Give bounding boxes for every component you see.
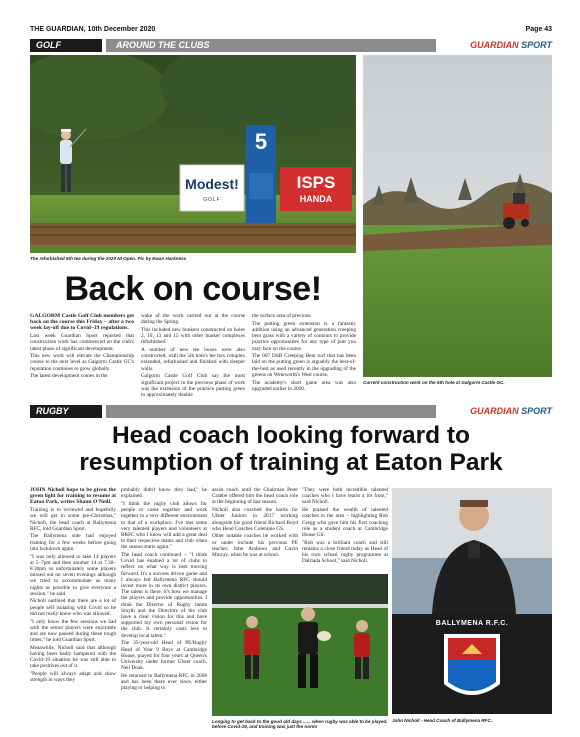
paragraph: "Rob was a brilliant coach and still remains a close friend today as Head of his own school rugby programme at Dalriada School," said Nicholl. — [302, 539, 388, 565]
page-number: Page 43 — [525, 26, 552, 33]
sign-isps: ISPS — [296, 173, 336, 192]
golf-article-col1 — [30, 313, 134, 398]
paragraph: GALGORM Castle Golf Club members get back on the course this Friday – after a two week lay-off due to Covid–19 regulations. — [30, 313, 134, 332]
brand-guardian: GUARDIAN — [470, 406, 519, 416]
brand-logo — [470, 39, 552, 52]
paragraph: Nicholl outlined that there are a lot of people self isolating with Covid so he did not really know who was allowed. — [30, 598, 116, 617]
paragraph: This new work will elevate the Championship course to the next level as Galgorm Castle GC's reputation continues to grow globally. — [30, 353, 134, 372]
paragraph: This included new bunkers constructed on holes 2, 10, 13 and 15 with other bunker complexes refurbished. — [141, 326, 245, 346]
paragraph: The putting green extension is a fantastic addition using an advanced generation creeping bent grass with a variety of contours to provide practice opportunities for any type of putt you may face on the course. — [252, 320, 356, 352]
paragraph: The academy's short game area was also upgraded earlier in 2020. — [252, 379, 356, 392]
rugby-headline-line2: resumption of training at Eaton Park — [79, 449, 503, 476]
brand-guardian: GUARDIAN — [470, 40, 519, 50]
golf-photo-caption: The refurbished 5th tee during the 2020 NI Open. Pic by Ewan Harkness — [30, 256, 187, 261]
rugby-section-bar — [30, 405, 552, 418]
rugby-article-col3 — [212, 487, 298, 569]
paragraph: The latest development comes in the — [30, 373, 108, 380]
paragraph: "I only know the few sessions we had with the senior players were enjoyable and are now paused during these tough times," he told Guardian Sport. — [30, 618, 116, 644]
rugby-headline-line1: Head coach looking forward to — [111, 422, 470, 449]
paragraph: The 007 DSB Creeping Bent turf that has been laid on the putting green is arguably the best-of-the-best as used recently in the upgrading of the greens on Wentworth's West course. — [252, 353, 356, 378]
section-band — [106, 405, 436, 418]
paragraph: He praised the wealth of talented coaches in the area – highlighting Rob Gregg who gave him his first coaching role as a student coach at Cambridge House GS. — [302, 507, 388, 538]
paragraph: He returned to Ballymena RFC in 2008 and has been there ever since, either playing or helping to — [121, 672, 207, 692]
paragraph: JOHN Nicholl hope to be given the green light for training to resume at Eaton Park, writes Shaun O'Neill. — [30, 487, 116, 506]
rugby-article-col1 — [30, 487, 116, 725]
brand-sport: SPORT — [521, 40, 552, 50]
paragraph: The Ballymena side had enjoyed training for a few weeks before going into lockdown again. — [30, 533, 116, 552]
golf-article-col3 — [252, 313, 356, 398]
rugby-article-col2 — [121, 487, 207, 725]
rugby-headline — [30, 422, 552, 476]
paragraph: wake of the work carried out at the course during the Spring. — [141, 313, 245, 326]
section-tag-rugby: RUGBY — [30, 405, 102, 418]
rugby-action-photo — [212, 574, 388, 716]
paragraph: the surface area of previous. — [252, 313, 312, 319]
masthead — [30, 26, 552, 36]
sign-modest: Modest! — [185, 176, 239, 192]
section-tag-golf: GOLF — [30, 39, 102, 52]
construction-photo — [363, 55, 552, 377]
coach-caption: John Nicholl - Head Coach of Ballymena RFC.. — [392, 718, 494, 723]
paper-title: THE GUARDIAN, 10th December 2020 — [30, 26, 156, 33]
section-title: AROUND THE CLUBS — [106, 39, 436, 52]
rugby-action-caption: Longing to get back to the good old days ...... when rugby was able to be played, before Covid-19, and training was just the norm! — [212, 719, 388, 729]
coach-photo — [392, 488, 552, 714]
sign-modest-sub: GOLF — [203, 197, 221, 203]
rugby-article-col4 — [302, 487, 388, 569]
paragraph: Last week Guardian Sport reported that construction work has commenced on the club's latest phase of significant development. — [30, 333, 134, 352]
paragraph: "I think the rugby club allows for people to come together and work together in a very different environment to that of a workplace. I've met some very talented players and volunteers at BRFC who I know will add a great deal to their respective teams and club when the season starts again." — [121, 500, 207, 551]
paragraph: "They were both incredible talented coaches who I have learnt a lot from," said Nicholl. — [302, 487, 388, 506]
paragraph: A number of new tee boxes were also constructed, with the 5th hole's tee box complex extended, refurbished and finished with sleeper walls. — [141, 347, 245, 372]
golf-headline: Back on course! — [64, 270, 322, 308]
hole-number: 5 — [254, 129, 268, 154]
golf-article-col2 — [141, 313, 245, 398]
brand-logo — [470, 405, 552, 418]
paragraph: Galgorm Castle Golf Club say the most significant project in the previous phase of work was the extension of the practice putting green to approximately double — [141, 373, 245, 398]
paragraph: Training is to reviewed and hopefully we will get in some pre-Christmas," Nicholl, the head coach at Ballymena RFC, told Guardian Sport. — [30, 507, 116, 532]
paragraph: Other notable coaches he worked with or under include his previous PE teacher, John Andrews and Gavin Murray, when he was at school. — [212, 533, 298, 559]
paragraph: The 35-year-old Head of PE/Rugby Head of Year 9 Boys at Cambridge House, played for four years at Queen's University under former Ulster coach, Neil Doak. — [121, 640, 207, 672]
paragraph: "I was only allowed to take 14 players at 5–7pm and then another 14 at 7.30–8.30pm so unfortunately some players missed out on seven evenings although we tried to accommodate as many nights as possible to give everyone a session," he said. — [30, 553, 116, 597]
paragraph: Meanwhile, Nicholl said that although having been badly hampered with the Covid-19 situation he was still able to take positives out of it. — [30, 644, 116, 670]
brand-sport: SPORT — [521, 406, 552, 416]
golf-section-bar — [30, 39, 552, 52]
paragraph: The head coach continued – "I think Covid has enabled a lot of clubs to reflect on what way is best moving forward. It's a success driven game and I always felt Ballymena RFC should invest more in its own district players. The talent is there, it's how we manage the players and provide opportunities. I think the Director of Rugby Jamie Smyth and the Directors of the club have a clear vision for this and have supported my own personal vision for the club. It certainly costs less to develop local talent." — [121, 552, 207, 639]
paragraph: probably didn't know they had," he explained. — [121, 487, 207, 500]
construction-caption: Current construction work on the 6th hole at Galgorm Castle GC. — [363, 380, 505, 385]
golf-tee-photo — [30, 55, 356, 253]
paragraph: "People will always adapt and show strength in ways they — [30, 671, 116, 684]
sign-handa: HANDA — [299, 194, 333, 204]
paragraph: assist coach until the Chairman Peter Crabbe offered him the head coach role at the beginning of last season. — [212, 487, 298, 506]
paragraph: Nicholl also coached the backs for Ulster Juniors in 2017 working alongside his good friend Richard Boyd who Head Coaches Coleraine GS. — [212, 507, 298, 532]
crest-banner: BALLYMENA R.F.C. — [435, 620, 509, 627]
